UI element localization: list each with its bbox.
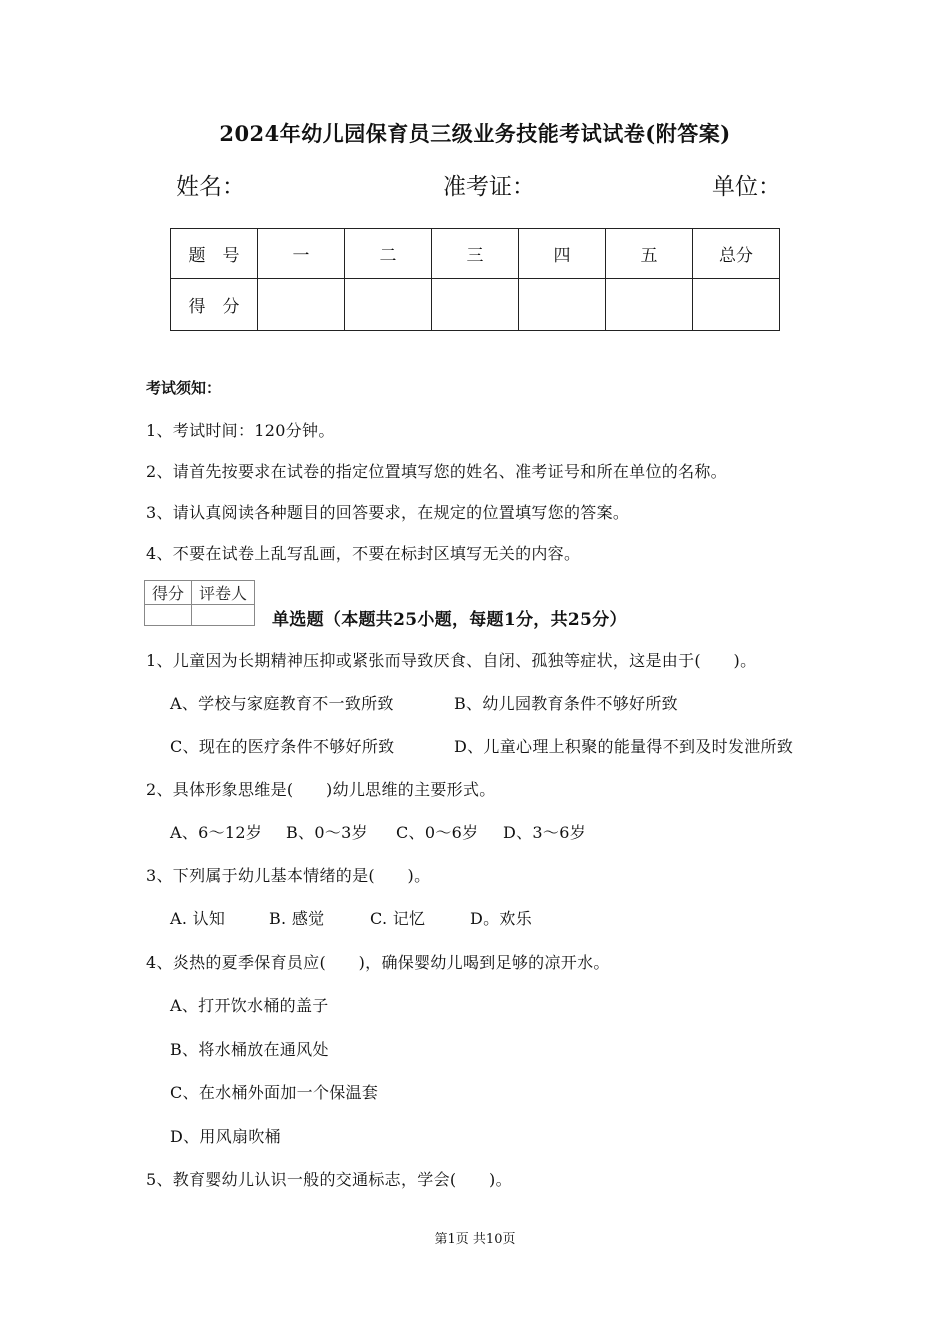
grader-name-label: 评卷人 bbox=[192, 581, 255, 605]
unit-label: 单位： bbox=[712, 174, 781, 200]
question-option: A、6～12岁 bbox=[170, 823, 263, 842]
grader-name-cell bbox=[192, 605, 255, 626]
score-table bbox=[170, 228, 780, 331]
question-option: B、将水桶放在通风处 bbox=[170, 1040, 329, 1059]
question-stem: 4、炎热的夏季保育员应( )，确保婴幼儿喝到足够的凉开水。 bbox=[146, 953, 610, 972]
question-option: B、0～3岁 bbox=[286, 823, 368, 842]
score-row-label: 得 分 bbox=[171, 279, 258, 331]
score-table-header-row bbox=[171, 229, 780, 279]
score-cell bbox=[345, 279, 432, 331]
score-header-cell: 总分 bbox=[693, 229, 780, 279]
grader-score-label: 得分 bbox=[145, 581, 192, 605]
question-stem: 2、具体形象思维是( )幼儿思维的主要形式。 bbox=[146, 780, 496, 799]
score-cell bbox=[693, 279, 780, 331]
question-option: B、幼儿园教育条件不够好所致 bbox=[454, 694, 678, 713]
notice-item: 3、请认真阅读各种题目的回答要求，在规定的位置填写您的答案。 bbox=[146, 503, 630, 522]
score-cell bbox=[432, 279, 519, 331]
page-footer: 第1页 共10页 bbox=[434, 1232, 516, 1247]
question-option: D、用风扇吹桶 bbox=[170, 1127, 281, 1146]
score-header-cell: 一 bbox=[258, 229, 345, 279]
page-title: 2024年幼儿园保育员三级业务技能考试试卷(附答案) bbox=[219, 121, 731, 146]
question-stem: 5、教育婴幼儿认识一般的交通标志，学会( )。 bbox=[146, 1170, 512, 1189]
score-header-cell: 五 bbox=[606, 229, 693, 279]
question-option: C. 记忆 bbox=[370, 909, 426, 928]
question-option: D。欢乐 bbox=[470, 909, 533, 928]
score-header-cell: 题 号 bbox=[171, 229, 258, 279]
question-option: D、儿童心理上积聚的能量得不到及时发泄所致 bbox=[454, 737, 794, 756]
score-cell bbox=[258, 279, 345, 331]
score-header-cell: 二 bbox=[345, 229, 432, 279]
name-label: 姓名： bbox=[176, 174, 245, 200]
notice-item: 4、不要在试卷上乱写乱画，不要在标封区填写无关的内容。 bbox=[146, 544, 581, 563]
exam-id-label: 准考证： bbox=[443, 174, 535, 200]
grader-box bbox=[144, 580, 255, 626]
section-title: 单选题（本题共25小题，每题1分，共25分） bbox=[272, 610, 627, 630]
question-option: B. 感觉 bbox=[269, 909, 325, 928]
question-option: A、打开饮水桶的盖子 bbox=[170, 996, 329, 1015]
question-stem: 1、儿童因为长期精神压抑或紧张而导致厌食、自闭、孤独等症状，这是由于( )。 bbox=[146, 651, 757, 670]
score-cell bbox=[606, 279, 693, 331]
score-cell bbox=[519, 279, 606, 331]
question-option: C、在水桶外面加一个保温套 bbox=[170, 1083, 379, 1102]
question-option: C、0～6岁 bbox=[396, 823, 479, 842]
score-header-cell: 四 bbox=[519, 229, 606, 279]
question-option: D、3～6岁 bbox=[503, 823, 586, 842]
notice-item: 2、请首先按要求在试卷的指定位置填写您的姓名、准考证号和所在单位的名称。 bbox=[146, 462, 727, 481]
grader-score-cell bbox=[145, 605, 192, 626]
notice-item: 1、考试时间：120分钟。 bbox=[146, 421, 335, 440]
question-option: A、学校与家庭教育不一致所致 bbox=[170, 694, 394, 713]
score-header-cell: 三 bbox=[432, 229, 519, 279]
question-option: A. 认知 bbox=[170, 909, 226, 928]
question-stem: 3、下列属于幼儿基本情绪的是( )。 bbox=[146, 866, 431, 885]
question-option: C、现在的医疗条件不够好所致 bbox=[170, 737, 395, 756]
notice-heading: 考试须知： bbox=[146, 379, 222, 397]
score-table-score-row bbox=[171, 279, 780, 331]
